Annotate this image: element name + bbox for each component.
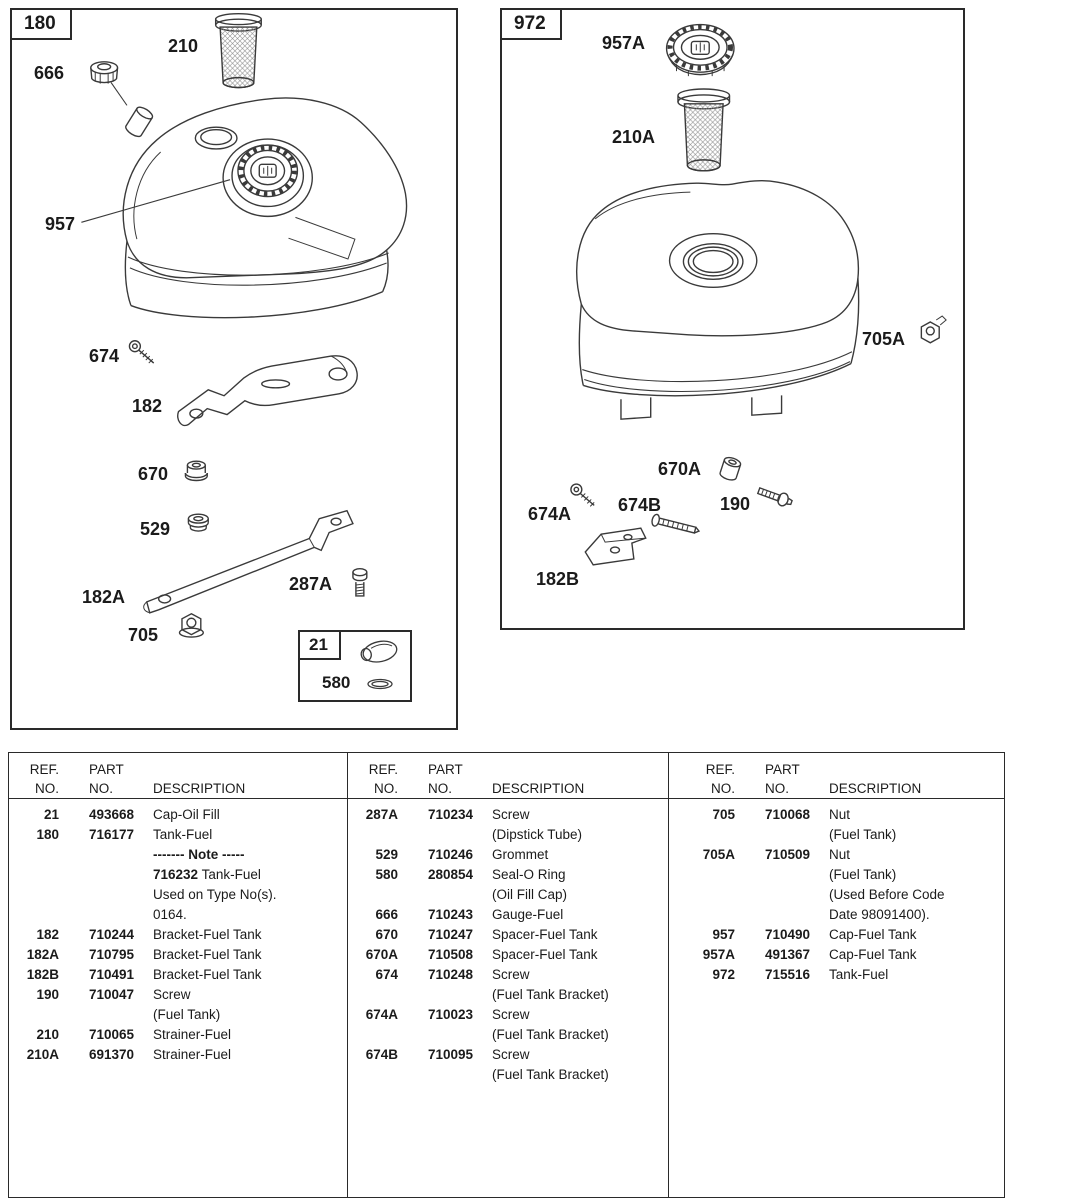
ref-no — [685, 905, 735, 925]
part-no — [765, 905, 825, 925]
table-row — [9, 945, 347, 965]
callout-182b: 182B — [536, 569, 580, 589]
description: Screw — [492, 1007, 530, 1022]
description: Strainer-Fuel — [153, 1027, 232, 1042]
description: (Used Before Code — [829, 887, 945, 902]
fuel-cap-icon — [238, 145, 297, 197]
table-row — [9, 905, 347, 925]
ref-no: 670 — [375, 927, 398, 942]
table-row — [685, 965, 1004, 985]
description: 0164. — [153, 907, 187, 922]
ref-no — [685, 865, 735, 885]
part-no — [89, 865, 149, 885]
table-row — [348, 925, 668, 945]
callout-210: 210 — [168, 36, 199, 56]
screw-674b-icon — [651, 514, 701, 537]
diagram-tag-972: 972 — [502, 10, 562, 40]
inset-tag-21: 21 — [300, 632, 341, 660]
ref-no: 705A — [702, 847, 735, 862]
parts-list-column-2 — [348, 753, 669, 1197]
ref-no: 957 — [712, 927, 735, 942]
oil-fill-cap-21-icon — [359, 638, 398, 665]
table-row — [348, 905, 668, 925]
part-no — [89, 1005, 149, 1025]
part-no: 710490 — [765, 927, 811, 942]
part-no — [765, 825, 825, 845]
table-row — [9, 1045, 347, 1065]
fuel-strainer-210a-icon — [678, 89, 730, 171]
table-row — [685, 905, 1004, 925]
ref-no — [348, 1065, 398, 1085]
description: Used on Type No(s). — [153, 887, 277, 902]
description: Cap-Oil Fill — [153, 807, 220, 822]
ref-no — [9, 865, 59, 885]
callout-182: 182 — [132, 396, 163, 416]
parts-list-column-1 — [9, 753, 348, 1197]
callout-210a: 210A — [612, 127, 656, 147]
description: Date 98091400). — [829, 907, 930, 922]
callout-957a: 957A — [602, 33, 646, 53]
table-row — [348, 965, 668, 985]
table-row — [685, 865, 1004, 885]
description: Gauge-Fuel — [492, 907, 564, 922]
ref-no: 666 — [375, 907, 398, 922]
ref-no — [685, 885, 735, 905]
screw-674-icon — [129, 341, 153, 363]
screw-674a-icon — [571, 484, 594, 506]
bracket-182-icon — [178, 356, 357, 426]
part-no: 710246 — [428, 847, 474, 862]
table-row — [348, 945, 668, 965]
rows-column-3 — [685, 799, 1004, 985]
callout-705a: 705A — [862, 329, 906, 349]
table-row — [348, 1005, 668, 1025]
ref-no — [9, 845, 59, 865]
description: Screw — [492, 1047, 530, 1062]
part-no: 710248 — [428, 967, 474, 982]
header-part-no: NO. — [765, 781, 790, 796]
table-row — [685, 925, 1004, 945]
part-no: 280854 — [428, 867, 474, 882]
header-ref: REF. — [368, 762, 398, 777]
ref-no — [9, 1005, 59, 1025]
description: (Fuel Tank Bracket) — [492, 1067, 609, 1082]
table-row — [348, 805, 668, 825]
fuel-cap-957a-icon — [667, 25, 734, 77]
part-no: 716177 — [89, 827, 135, 842]
header-part: PART — [765, 762, 800, 777]
ref-no: 674A — [365, 1007, 398, 1022]
part-no: 691370 — [89, 1047, 135, 1062]
ref-no — [9, 905, 59, 925]
description: Bracket-Fuel Tank — [153, 967, 262, 982]
part-no: 710244 — [89, 927, 135, 942]
diagram-tag-180: 180 — [12, 10, 72, 40]
description: 716232 Tank-Fuel — [153, 867, 261, 882]
part-no — [428, 985, 488, 1005]
column-header — [9, 753, 347, 799]
table-row — [9, 925, 347, 945]
part-no: 491367 — [765, 947, 811, 962]
description: (Fuel Tank) — [829, 827, 897, 842]
column-header — [685, 753, 1004, 799]
ref-no: 580 — [375, 867, 398, 882]
part-no — [765, 865, 825, 885]
callout-674a: 674A — [528, 504, 572, 524]
ref-no: 670A — [365, 947, 398, 962]
ref-no — [9, 885, 59, 905]
part-no — [89, 905, 149, 925]
table-row — [348, 825, 668, 845]
part-no — [89, 885, 149, 905]
header-part: PART — [89, 762, 124, 777]
ref-no: 705 — [712, 807, 735, 822]
header-divider — [9, 798, 1004, 799]
ref-no — [348, 885, 398, 905]
table-row — [348, 1065, 668, 1085]
table-row — [9, 985, 347, 1005]
part-no — [89, 845, 149, 865]
column-header — [348, 753, 668, 799]
callout-670a: 670A — [658, 459, 702, 479]
header-ref: REF. — [29, 762, 59, 777]
description: Nut — [829, 807, 851, 822]
fuel-tank-icon — [81, 98, 406, 318]
part-no: 710234 — [428, 807, 474, 822]
callout-666: 666 — [34, 63, 65, 83]
ref-no: 182A — [26, 947, 59, 962]
part-no: 710065 — [89, 1027, 135, 1042]
table-row — [685, 885, 1004, 905]
table-row — [348, 865, 668, 885]
description: Nut — [829, 847, 851, 862]
fuel-tank-972-icon — [577, 181, 859, 419]
screw-190-icon — [757, 485, 794, 509]
table-row — [685, 805, 1004, 825]
table-row — [9, 865, 347, 885]
ref-no: 287A — [365, 807, 398, 822]
header-ref-no: NO. — [710, 781, 735, 796]
description: Screw — [153, 987, 191, 1002]
ref-no — [348, 985, 398, 1005]
description: Seal-O Ring — [492, 867, 566, 882]
description: Tank-Fuel — [829, 967, 889, 982]
description: Cap-Fuel Tank — [829, 927, 917, 942]
screw-287a-icon — [353, 569, 367, 596]
header-description: DESCRIPTION — [492, 781, 585, 796]
part-no: 715516 — [765, 967, 811, 982]
callout-957: 957 — [45, 214, 76, 234]
nut-705a-icon — [921, 316, 946, 343]
callout-529: 529 — [140, 519, 171, 539]
ref-no: 529 — [375, 847, 398, 862]
o-ring-580-icon — [368, 680, 392, 689]
parts-list-column-3 — [669, 753, 1004, 1197]
exploded-view-972-illustration — [502, 10, 963, 628]
callout-705: 705 — [128, 625, 159, 645]
table-row — [685, 845, 1004, 865]
description: Screw — [492, 967, 530, 982]
ref-no: 210 — [36, 1027, 59, 1042]
part-no — [428, 1025, 488, 1045]
header-part: PART — [428, 762, 463, 777]
description: Tank-Fuel — [153, 827, 213, 842]
parts-list-table — [8, 752, 1005, 1198]
description: ------- Note ----- — [153, 847, 245, 862]
ref-no: 182 — [36, 927, 59, 942]
table-row — [348, 845, 668, 865]
description: Cap-Fuel Tank — [829, 947, 917, 962]
description: Spacer-Fuel Tank — [492, 947, 598, 962]
callout-182a: 182A — [82, 587, 126, 607]
part-no: 710243 — [428, 907, 474, 922]
part-no — [428, 825, 488, 845]
rows-column-1 — [9, 799, 347, 1065]
part-no: 710491 — [89, 967, 135, 982]
table-row — [685, 945, 1004, 965]
description: Bracket-Fuel Tank — [153, 947, 262, 962]
part-no — [428, 885, 488, 905]
ref-no: 674B — [365, 1047, 398, 1062]
rows-column-2 — [348, 799, 668, 1085]
description: Bracket-Fuel Tank — [153, 927, 262, 942]
fuel-strainer-icon — [216, 14, 262, 88]
callout-580: 580 — [322, 673, 351, 692]
description: (Fuel Tank) — [829, 867, 897, 882]
table-row — [348, 1045, 668, 1065]
header-ref-no: NO. — [373, 781, 398, 796]
ref-no: 21 — [43, 807, 59, 822]
description: Strainer-Fuel — [153, 1047, 232, 1062]
table-row — [348, 1025, 668, 1045]
oil-fill-gauge-icon — [91, 62, 155, 139]
part-no: 710247 — [428, 927, 474, 942]
header-ref: REF. — [705, 762, 735, 777]
description: Grommet — [492, 847, 549, 862]
table-row — [348, 985, 668, 1005]
part-no: 710509 — [765, 847, 811, 862]
part-no: 710095 — [428, 1047, 474, 1062]
ref-no — [348, 1025, 398, 1045]
ref-no: 182B — [26, 967, 59, 982]
description: (Fuel Tank Bracket) — [492, 1027, 609, 1042]
ref-no — [685, 825, 735, 845]
part-no: 710068 — [765, 807, 811, 822]
diagram-box-972 — [500, 8, 965, 630]
part-no: 710795 — [89, 947, 135, 962]
description: Spacer-Fuel Tank — [492, 927, 598, 942]
grommet-529-icon — [188, 514, 208, 531]
callout-190: 190 — [720, 494, 751, 514]
callout-287a: 287A — [289, 574, 333, 594]
header-part-no: NO. — [428, 781, 453, 796]
spacer-670-icon — [185, 461, 207, 480]
table-row — [9, 965, 347, 985]
table-row — [9, 805, 347, 825]
spacer-670a-icon — [719, 456, 742, 482]
part-no: 710508 — [428, 947, 474, 962]
table-row — [9, 1025, 347, 1045]
part-no: 710047 — [89, 987, 135, 1002]
description: (Fuel Tank Bracket) — [492, 987, 609, 1002]
table-row — [9, 885, 347, 905]
diagram-box-180 — [10, 8, 458, 730]
table-row — [348, 885, 668, 905]
callout-670: 670 — [138, 464, 169, 484]
ref-no: 674 — [375, 967, 398, 982]
bracket-182b-icon — [585, 528, 645, 565]
table-row — [9, 825, 347, 845]
header-description: DESCRIPTION — [829, 781, 922, 796]
part-no — [765, 885, 825, 905]
ref-no: 972 — [712, 967, 735, 982]
part-no: 710023 — [428, 1007, 474, 1022]
description: (Dipstick Tube) — [492, 827, 583, 842]
nut-705-icon — [179, 614, 203, 637]
header-part-no: NO. — [89, 781, 114, 796]
ref-no: 180 — [36, 827, 59, 842]
ref-no — [348, 825, 398, 845]
inset-box-21 — [298, 630, 412, 702]
ref-no: 957A — [702, 947, 735, 962]
description: (Oil Fill Cap) — [492, 887, 568, 902]
table-row — [9, 1005, 347, 1025]
part-no — [428, 1065, 488, 1085]
exploded-view-180-illustration — [12, 10, 456, 728]
description: Screw — [492, 807, 530, 822]
table-row — [9, 845, 347, 865]
part-no: 493668 — [89, 807, 135, 822]
header-ref-no: NO. — [34, 781, 59, 796]
callout-674b: 674B — [618, 495, 662, 515]
description: (Fuel Tank) — [153, 1007, 221, 1022]
callout-674: 674 — [89, 346, 120, 366]
header-description: DESCRIPTION — [153, 781, 246, 796]
ref-no: 210A — [26, 1047, 59, 1062]
table-row — [685, 825, 1004, 845]
bracket-182a-icon — [144, 511, 353, 613]
ref-no: 190 — [36, 987, 59, 1002]
